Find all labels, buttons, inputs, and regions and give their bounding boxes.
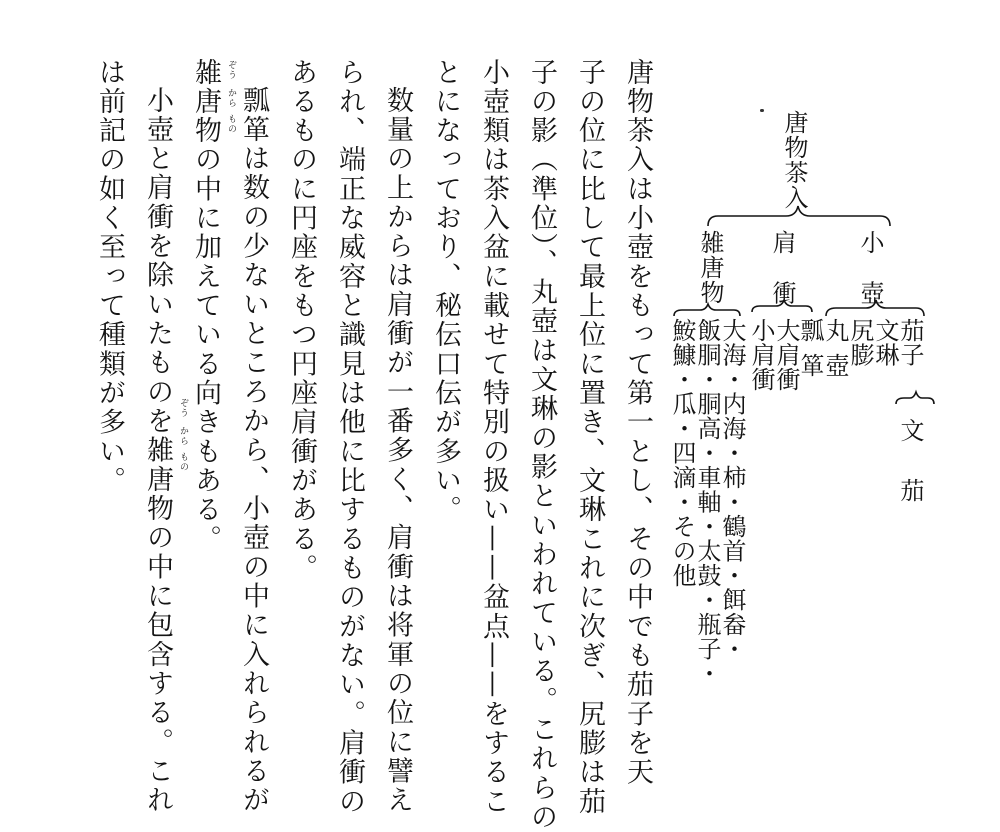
diagram-branch-katatsuki: 肩衝 xyxy=(768,230,796,331)
zoukaramono-line-1: 大海・内海・柿・鶴首・餌畚・ xyxy=(718,318,746,661)
ruby-kara-2: から xyxy=(178,426,188,446)
body-line-9: 瓢箪は数の少ないところから、小壺の中に入れられるが xyxy=(238,86,269,815)
kotsubo-shiribukura: 尻膨 xyxy=(846,318,874,367)
diagram-branch-zoukaramono: 雑唐物 xyxy=(696,230,724,305)
zoukaramono-line-2: 飯胴・胴高・車軸・太鼓・瓶子・ xyxy=(693,318,721,686)
diagram-branch-kotsubo: 小壺 xyxy=(856,230,884,331)
ruby-mono-2: もの xyxy=(178,452,188,472)
body-line-10: 雑唐物の中に加えている向きもある。 xyxy=(190,58,221,554)
zoukaramono-line-3: 鮟鱇・瓜・四滴・その他 xyxy=(668,318,696,588)
body-line-7: られ、端正な威容と識見は他に比するものがない。肩衝の xyxy=(334,58,365,817)
kotsubo-bunnasu: 文茄 xyxy=(896,418,924,538)
ruby-kara-1: から xyxy=(226,88,236,108)
kotsubo-nasu: 茄子 xyxy=(896,318,924,367)
body-line-11: 小壺と肩衝を除いたものを雑唐物の中に包含する。これ xyxy=(142,86,173,815)
root-brace xyxy=(708,206,890,226)
body-line-6: 数量の上からは肩衝が一番多く、肩衝は将軍の位に譬え xyxy=(382,86,413,815)
body-line-3: 子の影（準位）、丸壺は文琳の影といわれている。これらの xyxy=(526,58,557,832)
kotsubo-bunrin: 文琳 xyxy=(871,318,899,367)
body-line-5: とになっており、秘伝口伝が多い。 xyxy=(430,58,461,525)
ruby-zou-1: ぞう xyxy=(226,60,236,80)
ruby-zou-2: ぞう xyxy=(178,398,188,418)
kotsubo-hyoutan: 瓢箪 xyxy=(796,318,824,388)
katatsuki-ookatatsuki: 大肩衝 xyxy=(772,318,800,392)
nasu-brace xyxy=(896,392,934,404)
diagram-root: 唐物茶入 xyxy=(780,110,808,210)
kotsubo-marutsubo: 丸壺 xyxy=(821,318,849,388)
body-line-12: は前記の如く至って種類が多い。 xyxy=(94,58,125,496)
body-line-2: 子の位に比して最上位に置き、文琳これに次ぎ、尻膨は茄 xyxy=(574,58,605,817)
kotsubo-brace xyxy=(826,300,924,316)
body-line-4: 小壺類は茶入盆に載せて特別の扱い——盆点——をするこ xyxy=(478,58,509,817)
zoukaramono-brace xyxy=(674,304,740,316)
body-line-8: あるものに円座をもつ円座肩衝がある。 xyxy=(286,58,317,583)
ruby-mono-1: もの xyxy=(226,114,236,134)
katatsuki-kokatatsuki: 小肩衝 xyxy=(747,318,775,392)
katatsuki-brace xyxy=(752,300,812,312)
body-line-1: 唐物茶入は小壺をもって第一とし、その中でも茄子を天 xyxy=(622,58,653,787)
